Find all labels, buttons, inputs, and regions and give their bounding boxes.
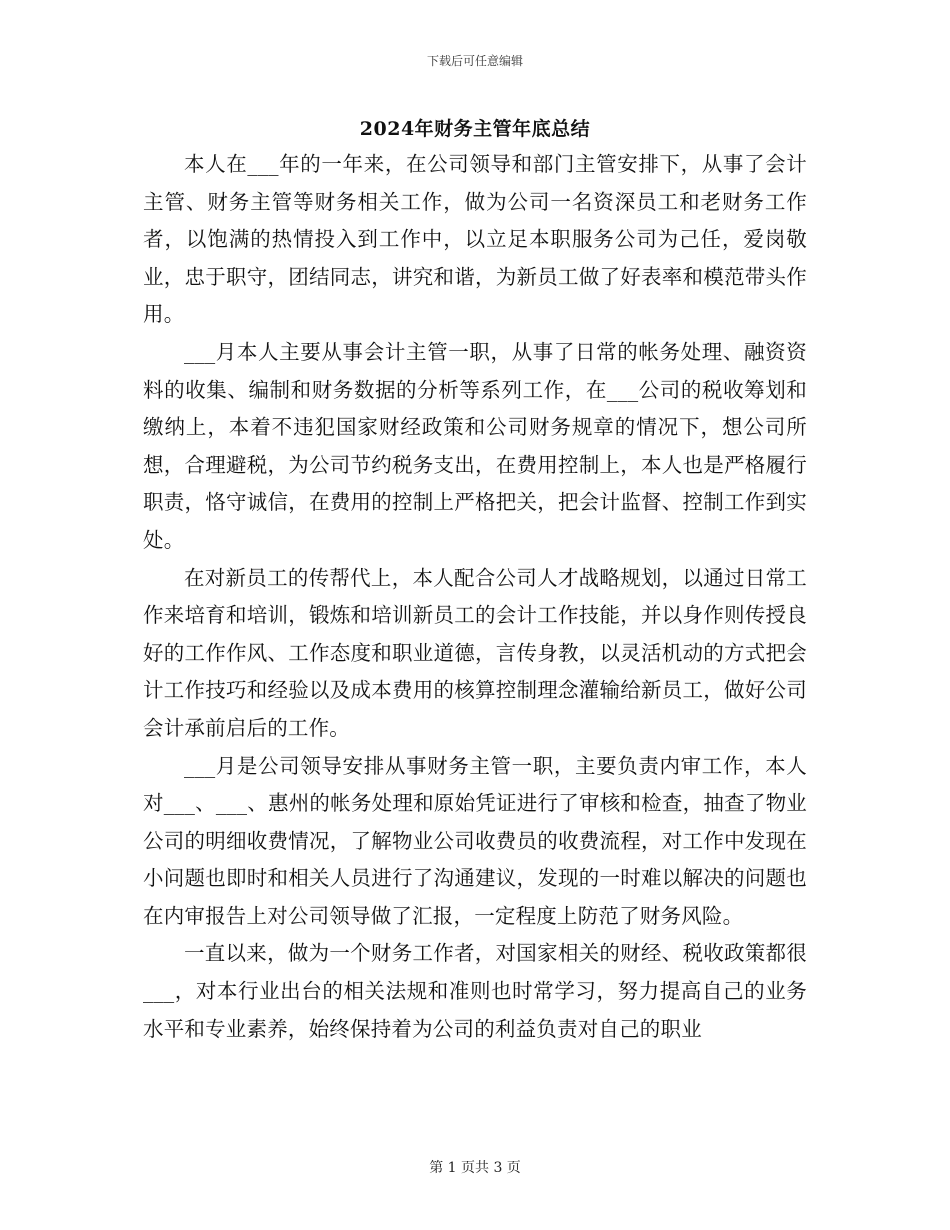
- page-header-note: 下载后可任意编辑: [426, 54, 523, 68]
- document-title: 2024年财务主管年底总结: [359, 118, 591, 140]
- paragraph-5: 一直以来，做为一个财务工作者，对国家相关的财经、税收政策都很___，对本行业出台的相关法规和准则也时常学习，努力提高自己的业务水平和专业素养，始终保持着为公司的利益负责对自己的职业: [143, 941, 807, 1041]
- page-footer-page-number: 第 1 页共 3 页: [429, 1160, 521, 1176]
- paragraph-1: 本人在___年的一年来，在公司领导和部门主管安排下，从事了会计主管、财务主管等财务相关工作，做为公司一名资深员工和老财务工作者，以饱满的热情投入到工作中，以立足本职服务公司为己任，爱岗敬业，忠于职守，团结同志，讲究和谐，为新员工做了好表率和模范带头作用。: [143, 152, 807, 327]
- paragraph-3: 在对新员工的传帮代上，本人配合公司人才战略规划，以通过日常工作来培育和培训，锻炼和培训新员工的会计工作技能，并以身作则传授良好的工作作风、工作态度和职业道德，言传身教，以灵活机动的方式把会计工作技巧和经验以及成本费用的核算控制理念灌输给新员工，做好公司会计承前启后的工作。: [143, 565, 807, 740]
- paragraph-4: ___月是公司领导安排从事财务主管一职，主要负责内审工作，本人对___、___、惠州的帐务处理和原始凭证进行了审核和检查，抽查了物业公司的明细收费情况，了解物业公司收费员的收费流程，对工作中发现在小问题也即时和相关人员进行了沟通建议，发现的一时难以解决的问题也在内审报告上对公司领导做了汇报，一定程度上防范了财务风险。: [143, 753, 807, 928]
- document-body: [143, 146, 807, 1048]
- paragraph-2: ___月本人主要从事会计主管一职，从事了日常的帐务处理、融资资料的收集、编制和财务数据的分析等系列工作，在___公司的税收筹划和缴纳上，本着不违犯国家财经政策和公司财务规章的情况下，想公司所想，合理避税，为公司节约税务支出，在费用控制上，本人也是严格履行职责，恪守诚信，在费用的控制上严格把关，把会计监督、控制工作到实处。: [143, 339, 807, 552]
